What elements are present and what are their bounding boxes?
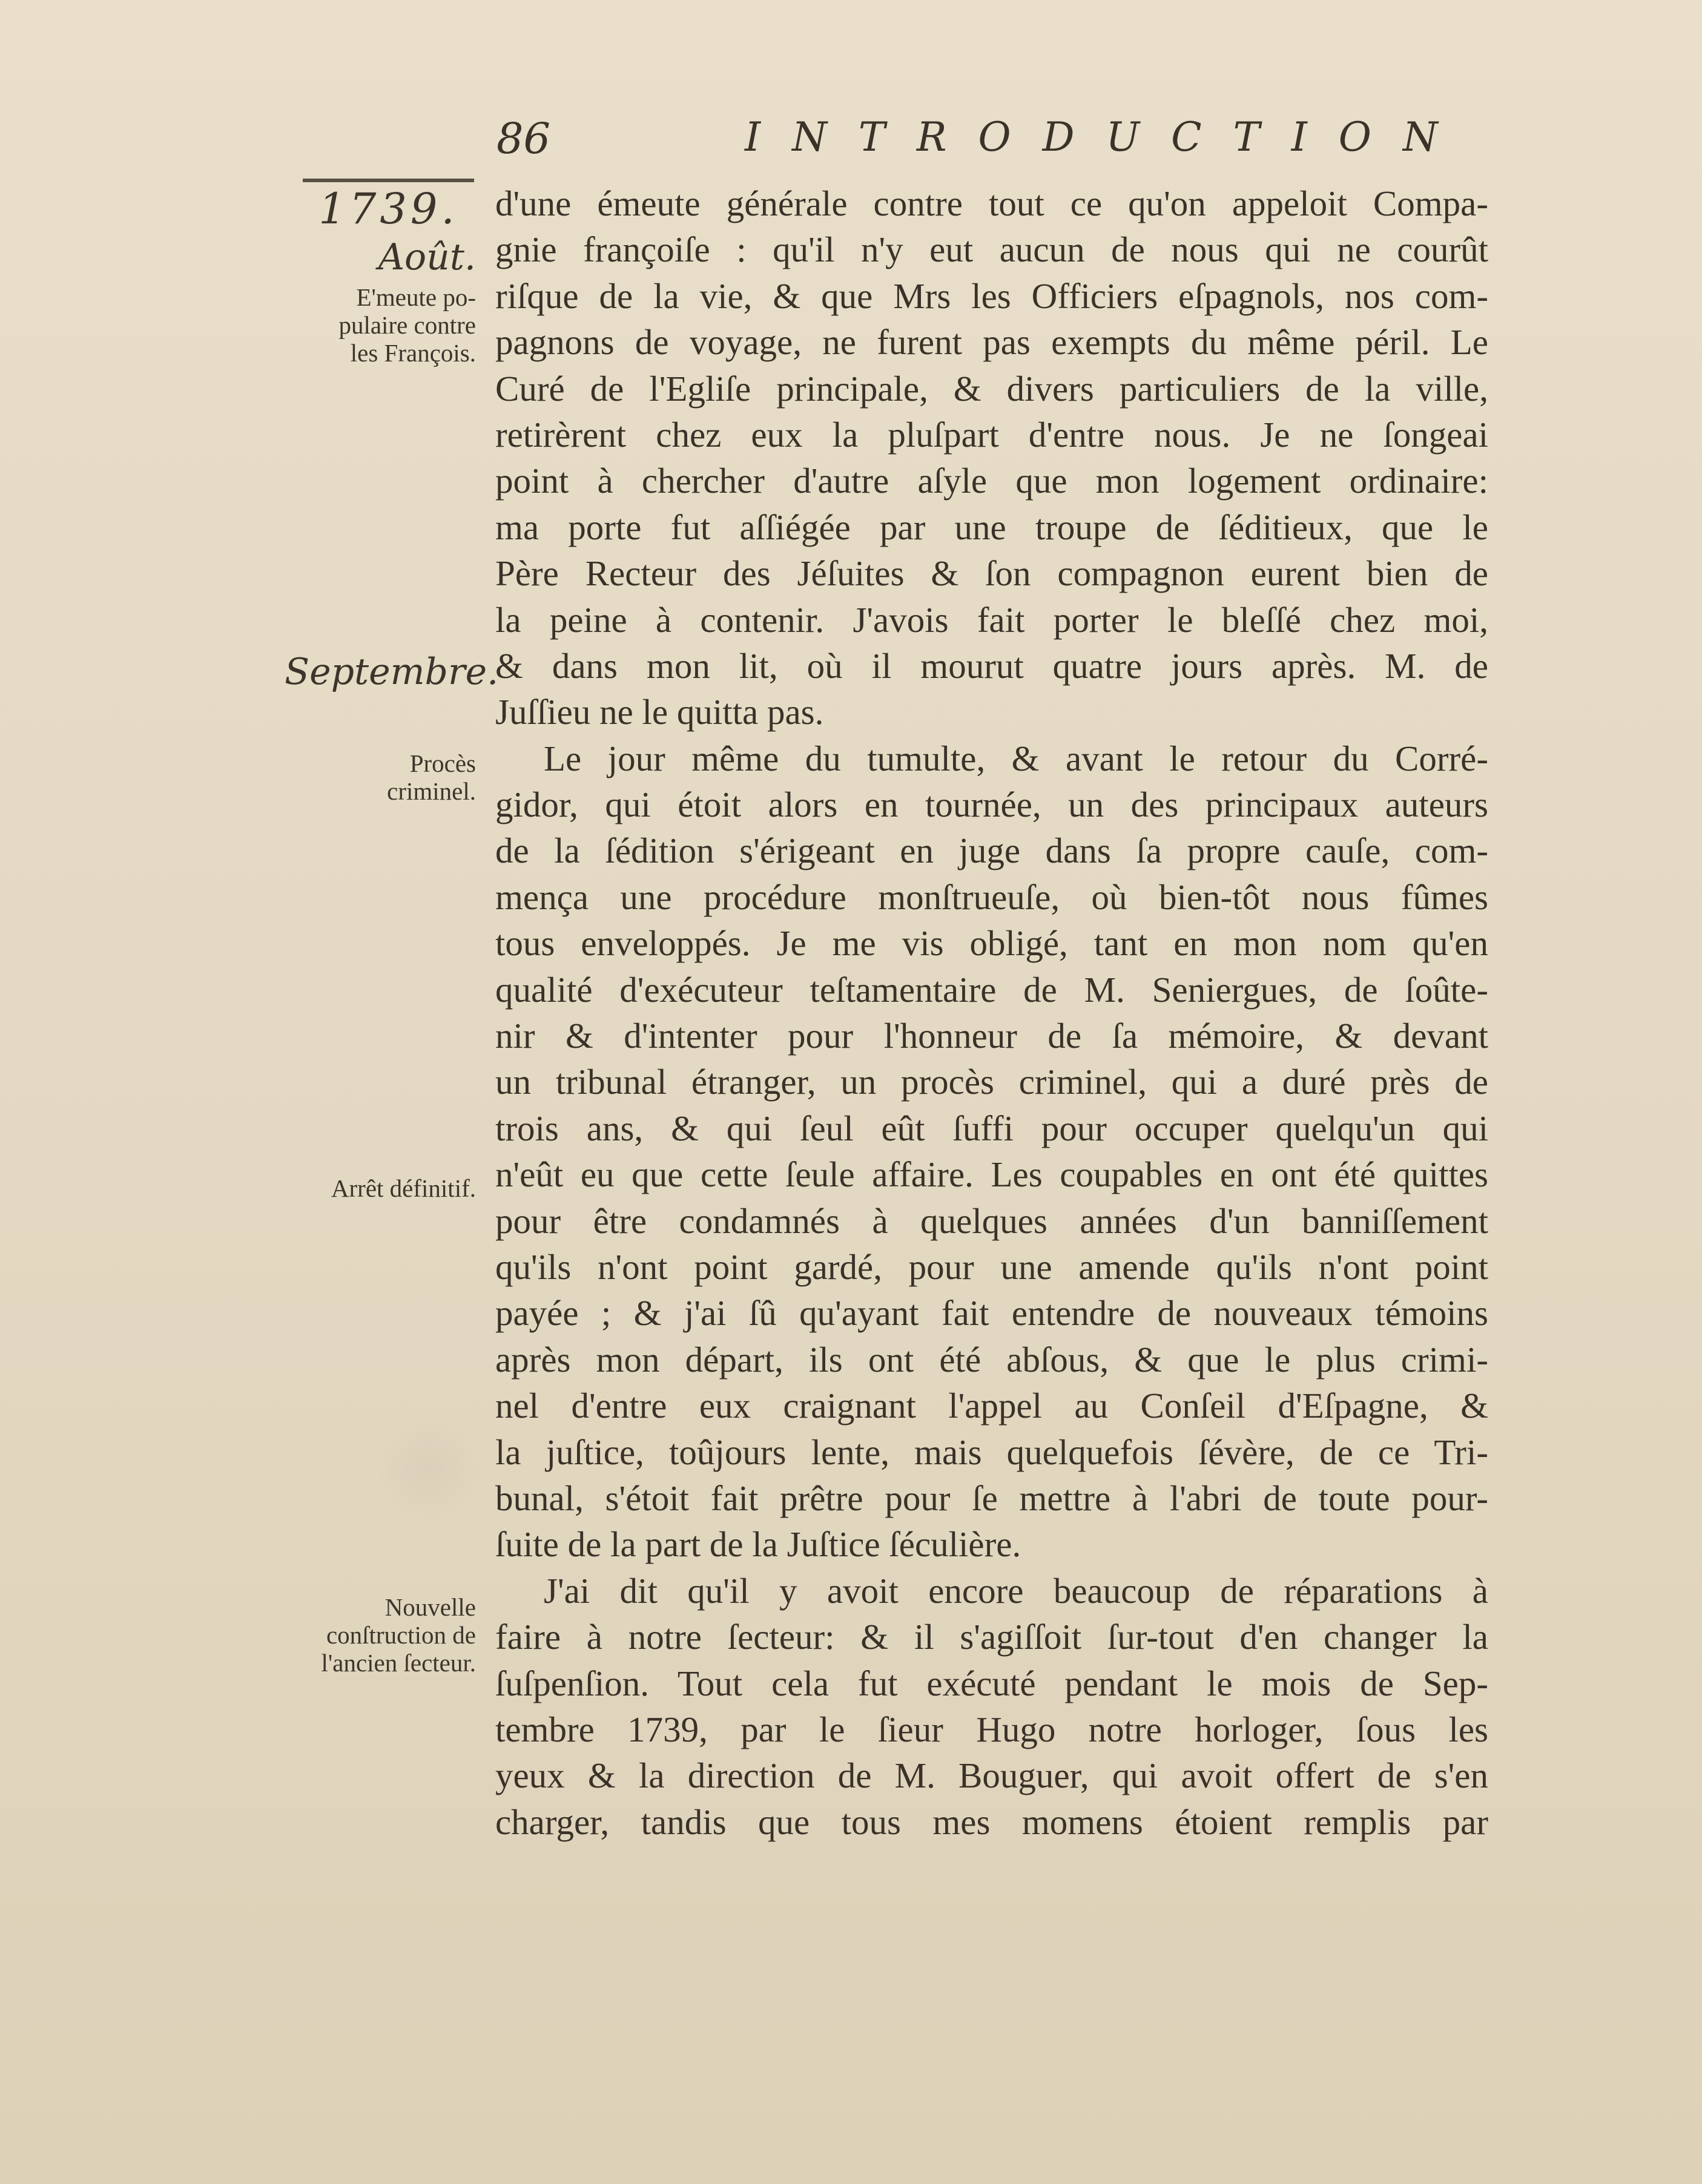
margin-note-line: criminel. bbox=[387, 777, 476, 805]
text-line: riſque de la vie, & que Mrs les Officiers eſpagnols, nos com- bbox=[495, 275, 1488, 316]
text-line: un tribunal étranger, un procès criminel, qui a duré près de bbox=[495, 1062, 1488, 1102]
text-line: Curé de l'Egliſe principale, & divers particuliers de la ville, bbox=[495, 368, 1488, 409]
text-line: faire à notre ſecteur: & il s'agiſſoit ſur-tout d'en changer la bbox=[495, 1617, 1488, 1657]
text-line: yeux & la direction de M. Bouguer, qui avoit offert de s'en bbox=[495, 1755, 1488, 1796]
text-line: gidor, qui étoit alors en tournée, un des principaux auteurs bbox=[495, 784, 1488, 825]
margin-note-line: conſtruction de bbox=[326, 1621, 476, 1649]
text-line: Père Recteur des Jéſuites & ſon compagnon eurent bien de bbox=[495, 553, 1488, 594]
text-line: point à chercher d'autre aſyle que mon logement ordinaire: bbox=[495, 461, 1488, 501]
text-line: nel d'entre eux craignant l'appel au Conſeil d'Eſpagne, & bbox=[495, 1386, 1488, 1426]
margin-note-line: les François. bbox=[350, 339, 476, 367]
text-line: gnie françoiſe : qu'il n'y eut aucun de nous qui ne courût bbox=[495, 229, 1488, 270]
text-line: bunal, s'étoit fait prêtre pour ſe mettre à l'abri de toute pour- bbox=[495, 1478, 1488, 1518]
text-line: qu'ils n'ont point gardé, pour une amende qu'ils n'ont point bbox=[495, 1246, 1488, 1287]
text-line: pagnons de voyage, ne furent pas exempts du même péril. Le bbox=[495, 322, 1488, 363]
text-line: Le jour même du tumulte, & avant le retour du Corré- bbox=[544, 738, 1488, 778]
running-header bbox=[496, 114, 1469, 174]
text-line: charger, tandis que tous mes momens étoient remplis par bbox=[495, 1801, 1488, 1842]
text-line: & dans mon lit, où il mourut quatre jours après. M. de bbox=[495, 645, 1488, 686]
text-line: la peine à contenir. J'avois fait porter le bleſſé chez moi, bbox=[495, 599, 1488, 640]
text-line: de la ſédition s'érigeant en juge dans ſa propre cauſe, com- bbox=[495, 831, 1488, 871]
margin-note-line: Nouvelle bbox=[384, 1593, 476, 1621]
margin-note-emeute bbox=[285, 283, 476, 367]
margin-year: 1739. bbox=[318, 184, 458, 234]
text-line: nir & d'intenter pour l'honneur de ſa mémoire, & devant bbox=[495, 1016, 1488, 1056]
text-line: ma porte fut aſſiégée par une troupe de ſéditieux, que le bbox=[495, 507, 1488, 547]
margin-month-aout: Août. bbox=[378, 236, 476, 278]
margin-note-line: E'meute po- bbox=[356, 283, 476, 311]
text-line: tembre 1739, par le ſieur Hugo notre horloger, ſous les bbox=[495, 1709, 1488, 1749]
margin-note-line: pulaire contre bbox=[338, 311, 476, 339]
page-number: 86 bbox=[496, 114, 551, 163]
text-line: payée ; & j'ai ſû qu'ayant fait entendre de nouveaux témoins bbox=[495, 1293, 1488, 1334]
margin-note-line: Procès bbox=[409, 749, 476, 777]
text-line: ſuite de la part de la Juſtice ſéculière. bbox=[495, 1524, 1021, 1565]
paper-stain bbox=[375, 1410, 484, 1525]
text-line: d'une émeute générale contre tout ce qu'on appeloit Compa- bbox=[495, 183, 1488, 223]
text-line: tous enveloppés. Je me vis obligé, tant en mon nom qu'en bbox=[495, 923, 1488, 964]
main-text bbox=[495, 180, 1488, 1845]
text-line: retirèrent chez eux la pluſpart d'entre nous. Je ne ſongeai bbox=[495, 414, 1488, 455]
text-line: ſuſpenſion. Tout cela fut exécuté pendant le mois de Sep- bbox=[495, 1663, 1488, 1703]
margin-month-septembre: Septembre. bbox=[285, 651, 499, 693]
text-line: J'ai dit qu'il y avoit encore beaucoup de réparations à bbox=[544, 1570, 1488, 1611]
text-line: trois ans, & qui ſeul eût ſuffi pour occuper quelqu'un qui bbox=[495, 1108, 1488, 1148]
margin-note-line: l'ancien ſecteur. bbox=[321, 1649, 476, 1677]
text-line: qualité d'exécuteur teſtamentaire de M. Seniergues, de ſoûte- bbox=[495, 969, 1488, 1010]
margin-rule bbox=[303, 179, 474, 182]
text-line: mença une procédure monſtrueuſe, où bien-tôt nous fûmes bbox=[495, 877, 1488, 917]
text-line: la juſtice, toûjours lente, mais quelquefois ſévère, de ce Tri- bbox=[495, 1432, 1488, 1472]
text-line: n'eût eu que cette ſeule affaire. Les coupables en ont été quittes bbox=[495, 1154, 1488, 1195]
text-line: pour être condamnés à quelques années d'un banniſſement bbox=[495, 1200, 1488, 1241]
text-line: après mon départ, ils ont été abſous, & que le plus crimi- bbox=[495, 1339, 1488, 1380]
running-title: INTRODUCTION bbox=[745, 114, 1469, 160]
margin-note-arret: Arrêt définitif. bbox=[331, 1174, 476, 1202]
margin-note-nouvelle bbox=[285, 1593, 476, 1677]
margin-note-proces bbox=[285, 749, 476, 805]
text-line: Juſſieu ne le quitta pas. bbox=[495, 692, 824, 732]
